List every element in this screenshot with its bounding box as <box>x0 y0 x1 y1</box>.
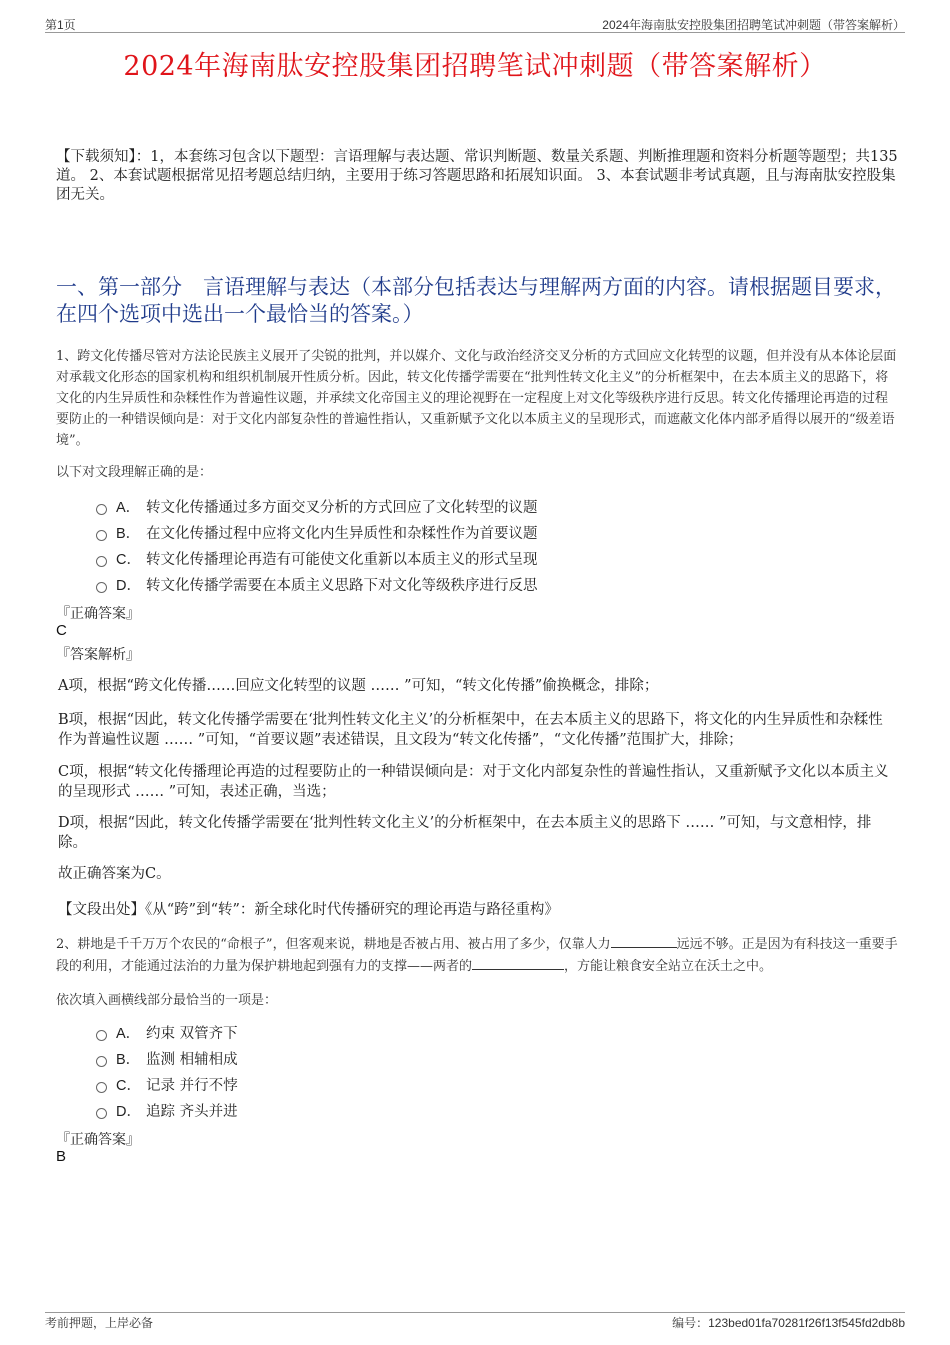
q2-text-part2: 远远不够。正是因为有科技这一重要手段的利用，才能通过法治的力量为保护耕地起到强有力的支撑——两者的 <box>56 937 898 974</box>
q1-analysis-b: B项，根据“因此，转文化传播学需要在‘批判性转文化主义’的分析框架中，在去本质主义的思路下，将文化的内生异质性和杂糅性作为普遍性议题 …… ”可知，“首要议题”表述错误，且文段为“转文化传播”，“文化传播”范围扩大，排除； <box>58 712 883 748</box>
q1-conclusion: 故正确答案为C。 <box>58 866 171 882</box>
q1-answer: C <box>56 622 67 639</box>
q1-option-d[interactable] <box>96 573 856 595</box>
option-text: 监测 相辅相成 <box>146 1051 238 1068</box>
option-letter: A． <box>116 499 141 516</box>
q1-analysis-d: D项，根据“因此，转文化传播学需要在‘批判性转文化主义’的分析框架中，在去本质主义的思路下 …… ”可知，与文意相悖，排除。 <box>58 815 872 851</box>
q1-option-a[interactable] <box>96 495 856 517</box>
question-2-prompt: 依次填入画横线部分最恰当的一项是： <box>56 993 278 1008</box>
option-text: 记录 并行不悖 <box>146 1077 238 1094</box>
option-letter: A． <box>116 1025 141 1042</box>
radio-icon[interactable] <box>96 556 107 567</box>
option-text: 转文化传播理论再造有可能使文化重新以本质主义的形式呈现 <box>146 551 538 568</box>
page-header <box>45 14 905 33</box>
question-2-text <box>56 933 898 977</box>
q1-analysis-label: 『答案解析』 <box>56 647 140 663</box>
footer-code-label: 编号： <box>672 1316 709 1330</box>
option-letter: C． <box>116 551 141 568</box>
radio-icon[interactable] <box>96 504 107 515</box>
question-1-text: 1、跨文化传播尽管对方法论民族主义展开了尖锐的批判，并以媒介、文化与政治经济交叉分析的方式回应文化转型的议题，但并没有从本体论层面对承载文化形态的国家机构和组织机制展开性质分析。因此，转文化传播学需要在“批判性转文化主义”的分析框架中，在去本质主义的思路下，将文化的内生异质性和杂糅性作为普遍性议题，并承续文化帝国主义的理论视野在一定程度上对文化等级秩序进行反思。转文化传播理论再造的过程要防止的一种错误倾向是：对于文化内部复杂性的普遍性指认，又重新赋予文化以本质主义的呈现形式，而遮蔽文化体内部矛盾得以展开的“级差语境”。 <box>56 349 897 448</box>
radio-icon[interactable] <box>96 530 107 541</box>
q2-text-part1: 2、耕地是千千万万个农民的“命根子”，但客观来说，耕地是否被占用、被占用了多少，仅靠人力 <box>56 937 611 952</box>
download-notice: 【下载须知】：1，本套练习包含以下题型：言语理解与表达题、常识判断题、数量关系题、判断推理题和资料分析题等题型；共135道。 2、本套试题根据常见招考题总结归纳，主要用于练习答题思路和拓展知识面。 3、本套试题非考试真题，且与海南肽安控股集团无关。 <box>56 149 898 203</box>
q1-option-b[interactable] <box>96 521 856 543</box>
footer-slogan: 考前押题，上岸必备 <box>45 1316 154 1330</box>
q2-option-c[interactable] <box>96 1073 856 1095</box>
header-doc-title: 2024年海南肽安控股集团招聘笔试冲刺题（带答案解析） <box>602 18 905 32</box>
radio-icon[interactable] <box>96 582 107 593</box>
q2-text-part3: ，方能让粮食安全站立在沃土之中。 <box>564 959 773 974</box>
footer-code-value: 123bed01fa70281f26f13f545fd2db8b <box>708 1316 905 1330</box>
option-text: 在文化传播过程中应将文化内生异质性和杂糅性作为首要议题 <box>146 525 538 542</box>
question-1-prompt: 以下对文段理解正确的是： <box>56 465 213 480</box>
option-text: 约束 双管齐下 <box>146 1025 238 1042</box>
q1-analysis-c: C项，根据“转文化传播理论再造的过程要防止的一种错误倾向是：对于文化内部复杂性的普遍性指认，又重新赋予文化以本质主义的呈现形式 …… ”可知，表述正确，当选； <box>58 764 889 800</box>
footer-code <box>672 1314 905 1331</box>
radio-icon[interactable] <box>96 1056 107 1067</box>
q1-option-c[interactable] <box>96 547 856 569</box>
footer-divider <box>45 1312 905 1313</box>
section-heading: 一、第一部分 言语理解与表达（本部分包括表达与理解两方面的内容。请根据题目要求，在四个选项中选出一个最恰当的答案。） <box>56 275 896 326</box>
option-letter: B． <box>116 525 141 542</box>
radio-icon[interactable] <box>96 1030 107 1041</box>
q1-answer-label: 『正确答案』 <box>56 606 140 622</box>
q2-answer: B <box>56 1148 67 1165</box>
document-title: 2024年海南肽安控股集团招聘笔试冲刺题（带答案解析） <box>123 51 827 82</box>
page-number: 第1页 <box>45 18 76 32</box>
option-letter: B． <box>116 1051 141 1068</box>
option-text: 转文化传播通过多方面交叉分析的方式回应了文化转型的议题 <box>146 499 538 516</box>
blank-2 <box>472 955 564 970</box>
option-text: 追踪 齐头并进 <box>146 1103 238 1120</box>
q2-answer-label: 『正确答案』 <box>56 1132 140 1148</box>
radio-icon[interactable] <box>96 1108 107 1119</box>
option-letter: D． <box>116 1103 141 1120</box>
q1-source: 【文段出处】《从“跨”到“转”：新全球化时代传播研究的理论再造与路径重构》 <box>58 902 559 918</box>
blank-1 <box>611 933 677 948</box>
q1-analysis-a: A项，根据“跨文化传播……回应文化转型的议题 …… ”可知，“转文化传播”偷换概念，排除； <box>58 678 659 694</box>
q2-option-d[interactable] <box>96 1099 856 1121</box>
option-letter: C． <box>116 1077 141 1094</box>
q2-option-b[interactable] <box>96 1047 856 1069</box>
option-letter: D． <box>116 577 141 594</box>
q2-option-a[interactable] <box>96 1021 856 1043</box>
radio-icon[interactable] <box>96 1082 107 1093</box>
option-text: 转文化传播学需要在本质主义思路下对文化等级秩序进行反思 <box>146 577 538 594</box>
